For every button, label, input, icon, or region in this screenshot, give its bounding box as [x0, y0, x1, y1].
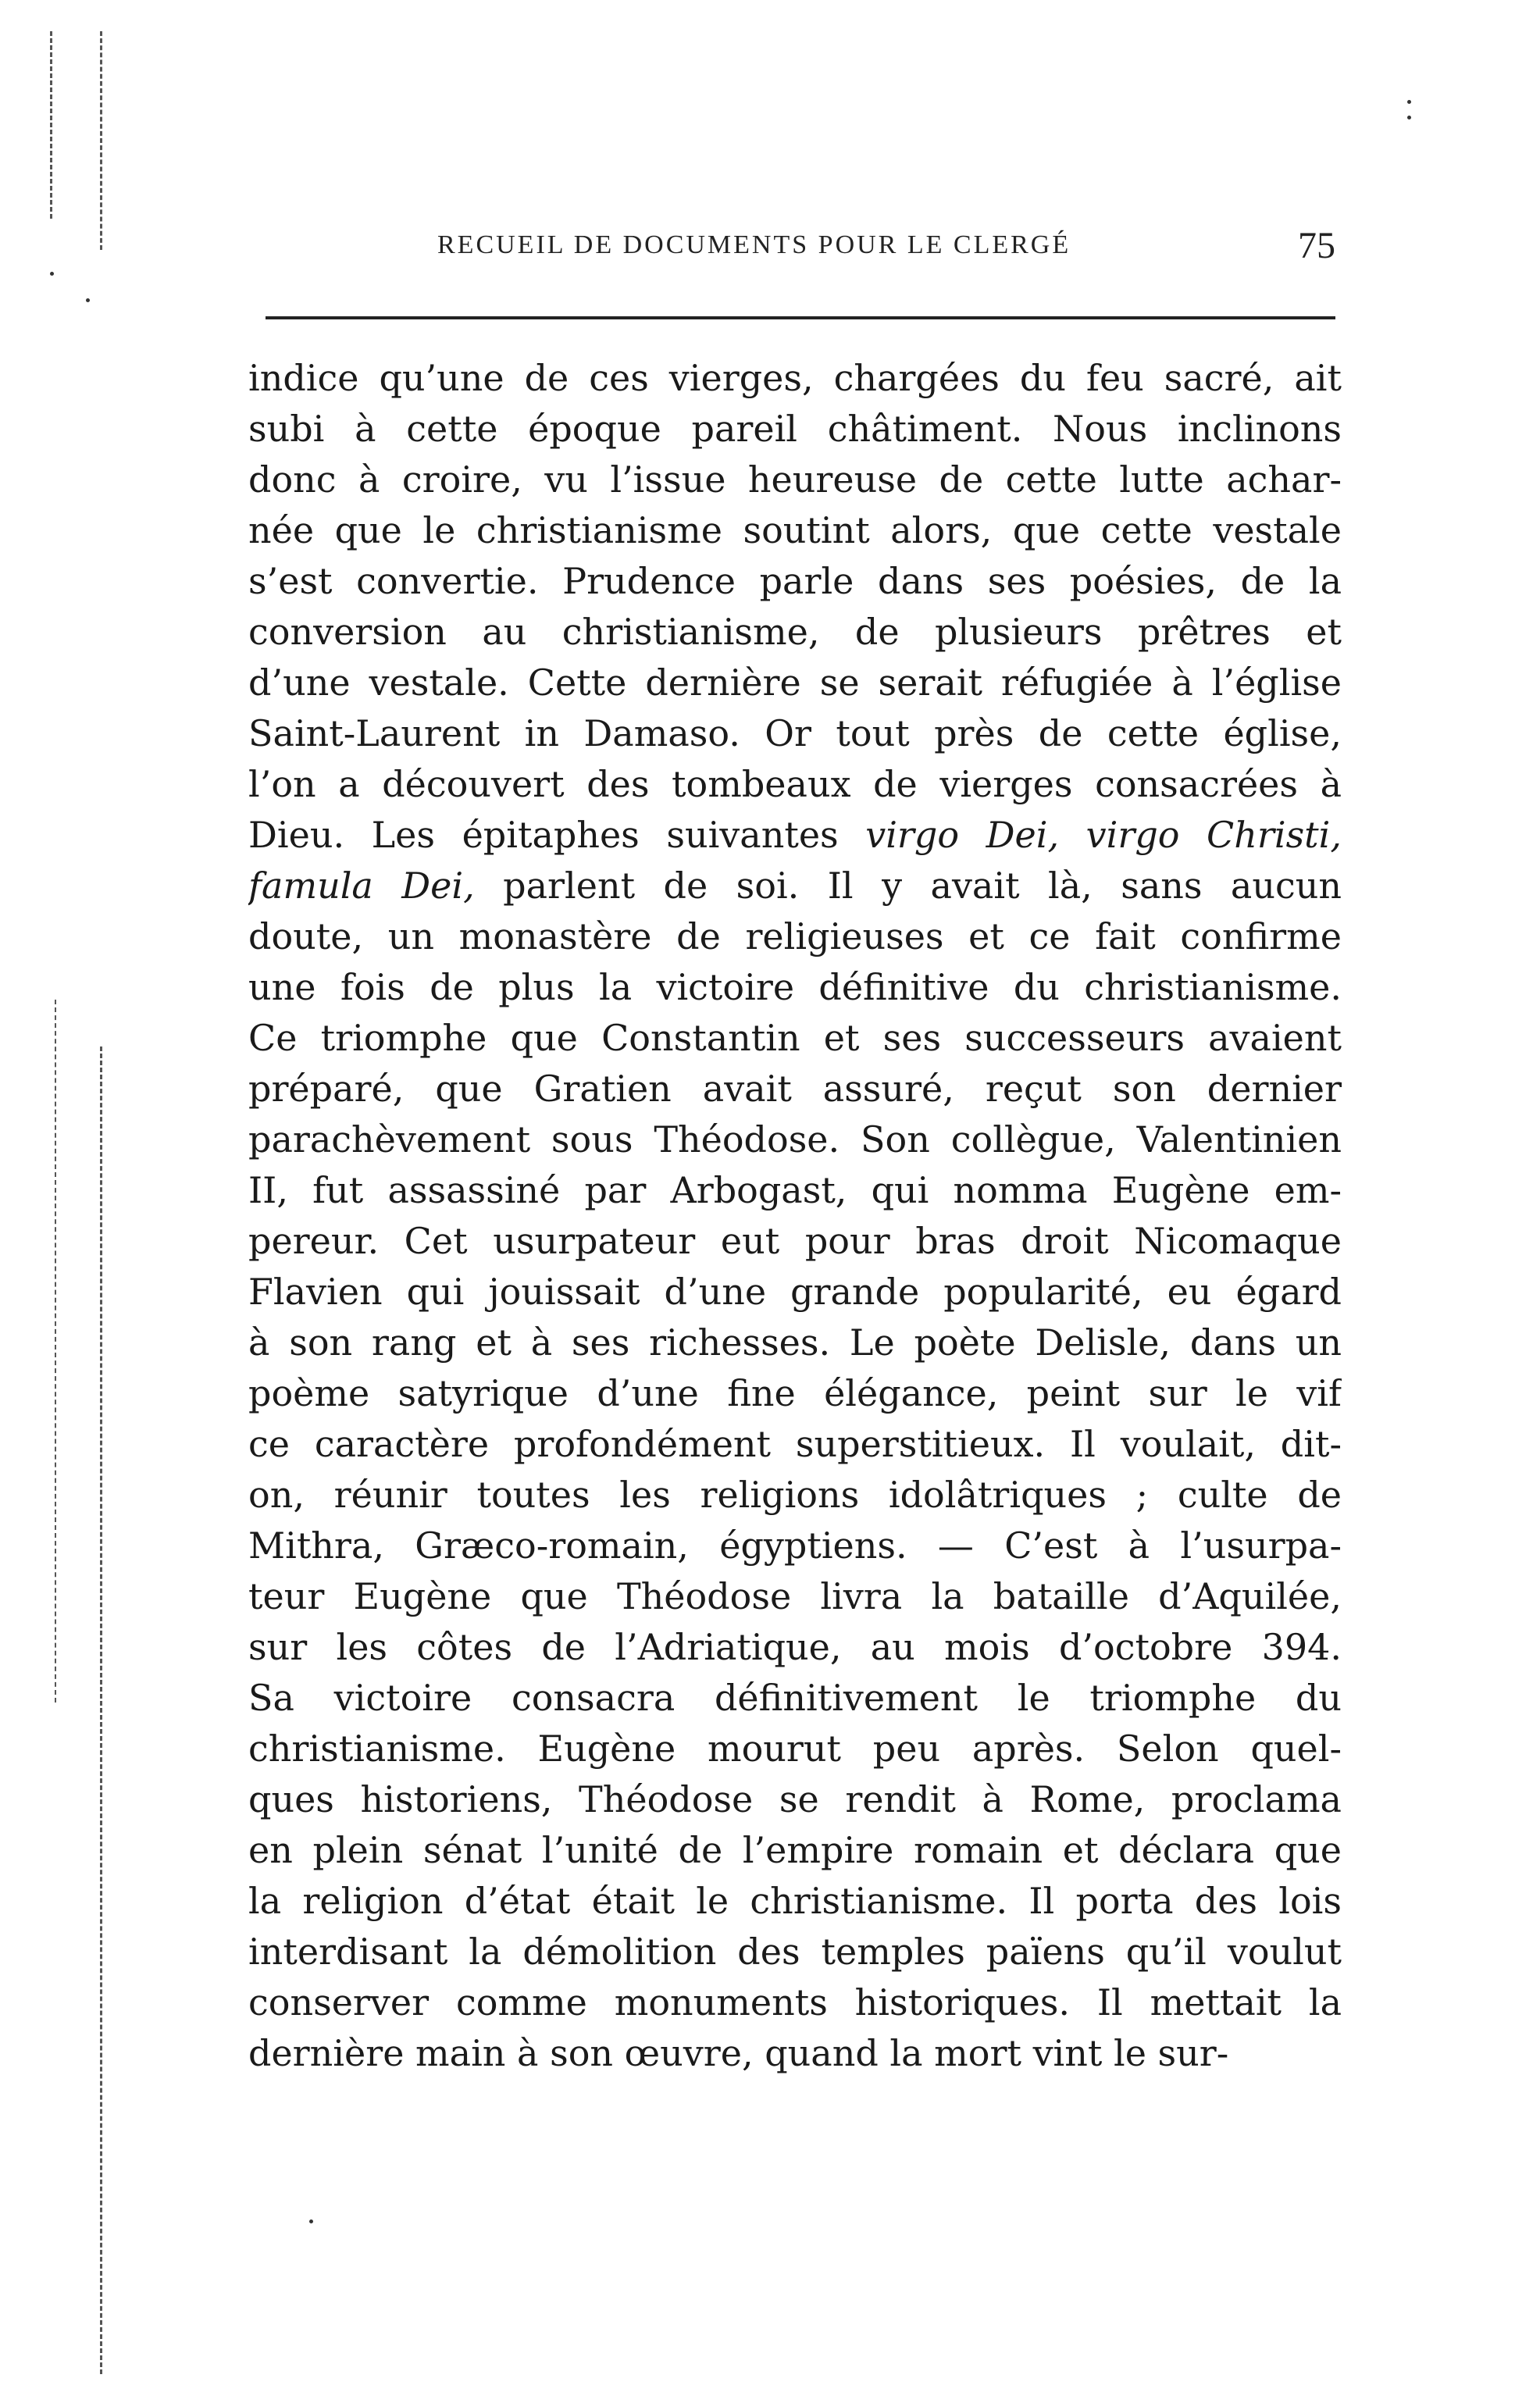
text-line: préparé, que Gratien avait assuré, reçut son dernier [248, 1068, 1342, 1110]
text-line: née que le christianisme soutint alors, que cette vestale [248, 509, 1342, 551]
text-line: Mithra, Græco-romain, égyptiens. — C’est à l’usurpa- [248, 1524, 1342, 1567]
scan-speck [309, 2220, 313, 2223]
text-line: ques historiens, Théodose se rendit à Rome, proclama [248, 1778, 1342, 1820]
binding-artifact [100, 1046, 102, 2374]
text-line: ce caractère profondément superstitieux. Il voulait, dit- [248, 1423, 1342, 1465]
text-line: interdisant la démolition des temples païens qu’il voulut [248, 1931, 1342, 1973]
text-line-start: Dieu. Les épitaphes suivantes [248, 814, 866, 856]
text-line: conserver comme monuments historiques. Il mettait la [248, 1981, 1342, 2023]
text-line: doute, un monastère de religieuses et ce fait confirme [248, 915, 1342, 957]
text-line: conversion au christianisme, de plusieurs prêtres et [248, 611, 1342, 653]
scan-speck [1407, 116, 1411, 119]
text-line: donc à croire, vu l’issue heureuse de cette lutte achar- [248, 458, 1342, 501]
text-line: Saint-Laurent in Damaso. Or tout près de cette église, [248, 712, 1342, 754]
text-line: on, réunir toutes les religions idolâtriques ; culte de [248, 1474, 1342, 1516]
header-rule [266, 316, 1335, 319]
text-line: sur les côtes de l’Adriatique, au mois d’octobre 394. [248, 1626, 1342, 1668]
italic-latin-phrase: virgo Dei, virgo Christi, [865, 814, 1342, 856]
text-line: à son rang et à ses richesses. Le poète Delisle, dans un [248, 1321, 1342, 1364]
text-line: teur Eugène que Théodose livra la bataille d’Aquilée, [248, 1575, 1342, 1617]
running-head [258, 225, 1335, 285]
text-line [248, 861, 1342, 911]
text-line: indice qu’une de ces vierges, chargées du feu sacré, ait [248, 357, 1342, 399]
italic-latin-phrase: famula Dei, [248, 865, 475, 907]
text-line: dernière main à son œuvre, quand la mort vint le sur- [248, 2032, 1229, 2074]
binding-artifact [50, 31, 52, 219]
scan-speck [1407, 100, 1411, 104]
page-number: 75 [1298, 225, 1335, 266]
binding-artifact [100, 31, 102, 250]
text-line-rest: parlent de soi. Il y avait là, sans aucun [474, 865, 1342, 907]
binding-artifact [55, 1000, 56, 1703]
text-line: Sa victoire consacra définitivement le triomphe du [248, 1677, 1342, 1719]
text-line: poème satyrique d’une fine élégance, peint sur le vif [248, 1372, 1342, 1414]
text-line: parachèvement sous Théodose. Son collègue, Valentinien [248, 1118, 1342, 1161]
text-line: Flavien qui jouissait d’une grande popularité, eu égard [248, 1271, 1342, 1313]
text-line: une fois de plus la victoire définitive du christianisme. [248, 966, 1342, 1008]
text-line: l’on a découvert des tombeaux de vierges consacrées à [248, 763, 1342, 805]
running-title: RECUEIL DE DOCUMENTS POUR LE CLERGÉ [437, 230, 1071, 259]
text-line: Ce triomphe que Constantin et ses successeurs avaient [248, 1017, 1342, 1059]
text-line: d’une vestale. Cette dernière se serait réfugiée à l’église [248, 661, 1342, 704]
body-text [248, 353, 1342, 2079]
text-line: II, fut assassiné par Arbogast, qui nomma Eugène em- [248, 1169, 1342, 1211]
scan-speck [86, 298, 90, 302]
text-line: s’est convertie. Prudence parle dans ses poésies, de la [248, 560, 1342, 602]
text-line: en plein sénat l’unité de l’empire romain et déclara que [248, 1829, 1342, 1871]
text-line [248, 810, 1342, 861]
scan-speck [50, 272, 54, 276]
text-line: subi à cette époque pareil châtiment. Nous inclinons [248, 408, 1342, 450]
text-line: la religion d’état était le christianisme. Il porta des lois [248, 1880, 1342, 1922]
text-line: pereur. Cet usurpateur eut pour bras droit Nicomaque [248, 1220, 1342, 1262]
text-line: christianisme. Eugène mourut peu après. Selon quel- [248, 1727, 1342, 1770]
